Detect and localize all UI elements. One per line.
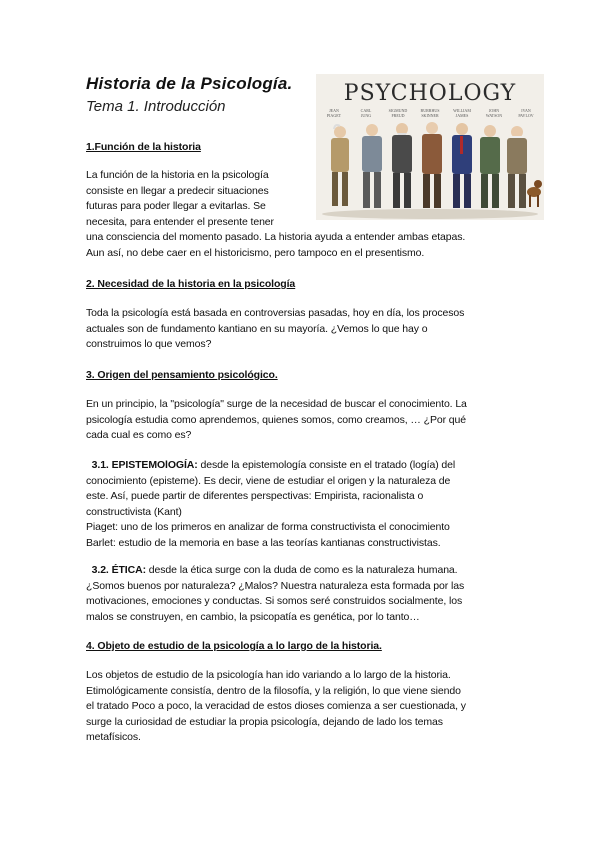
poster-name-pavlov: IVAN PAVLOV: [518, 108, 534, 118]
section-3-2-paragraph: 3.2. ÉTICA: desde la ética surge con la duda de como es la naturaleza humana. ¿Somos buenos por naturaleza? ¿Malos? Nuestra naturaleza esta formada por las motivaciones, emociones y conductas. Si somos seré construidos socialmente, los malos se construyen, en cambio, la psicopatía es genética, por lo tanto…: [86, 564, 465, 623]
section-3-2-lead: 3.2. ÉTICA:: [91, 564, 146, 576]
section-4-heading: 4. Objeto de estudio de la psicología a lo largo de la historia.: [86, 640, 382, 652]
section-3-paragraph: En un principio, la "psicología" surge de la necesidad de buscar el conocimiento. La psicología estudia como aprendemos, quienes somos, como creamos, … ¿Por qué cada cual es como es?: [86, 398, 467, 441]
document-title: Historia de la Psicología.: [86, 74, 293, 93]
poster-name-skinner: BURRHUS SKINNER: [420, 108, 440, 118]
section-4-paragraph: Los objetos de estudio de la psicología han ido variando a lo largo de la historia. Etimológicamente consistía, dentro de la filosofía, y la religión, lo que viene siendo el tratado Poco a poco, la veracidad de estos dioses comienza a ser cuestionada, y surge la curiosidad de estudiar la propia psicología, dejando de lado los temas metafísicos.: [86, 669, 466, 743]
section-3-1-paragraph: 3.1. EPISTEMOlOGÍA: desde la epistemología consiste en el tratado (logía) del conocimiento (episteme). Es decir, viene de estudiar el origen y la naturaleza de este. Así, puede partir de diferentes perspectivas: Empirista, racionalista o constructivista (Kant) Piaget: uno de los primeros en analizar de forma constructivista el conocimiento Barlet: estudio de la memoria en base a las teorías kantianas constructivistas.: [86, 459, 456, 549]
dog-figure: [527, 180, 542, 207]
section-1-heading: 1.Función de la historia: [86, 141, 201, 153]
section-2-paragraph: Toda la psicología está basada en controversias pasadas, hoy en día, los procesos actuales son de fundamento kantiano en su mayoría. ¿Vemos lo que hay o construimos lo que vemos?: [86, 307, 465, 350]
section-2-heading: 2. Necesidad de la historia en la psicología: [86, 278, 296, 290]
section-3-1-lead: 3.1. EPISTEMOlOGÍA:: [91, 459, 198, 471]
poster-name-james: WILLIAM JAMES: [453, 108, 471, 118]
poster-title: PSYCHOLOGY: [343, 81, 517, 106]
section-1-paragraph: La función de la historia en la psicología consiste en llegar a predecir situaciones futuras para poder llegar a evitarlas. Se necesita, para entender el presente tener una consciencia del momento pasado. La historia ayuda a entender ambas etapas. Aun así, no debe caer en el historicismo, pero tampoco en el presentismo.: [86, 169, 466, 259]
poster-name-freud: SIGMUND FREUD: [388, 108, 408, 118]
poster-name-watson: JOHN WATSON: [485, 108, 503, 118]
section-3-heading: 3. Origen del pensamiento psicológico.: [86, 369, 278, 381]
document-subtitle: Tema 1. Introducción: [86, 98, 226, 115]
poster-name-piaget: JEAN PIAGET: [326, 108, 342, 118]
poster-name-jung: CARL JUNG: [360, 108, 372, 118]
